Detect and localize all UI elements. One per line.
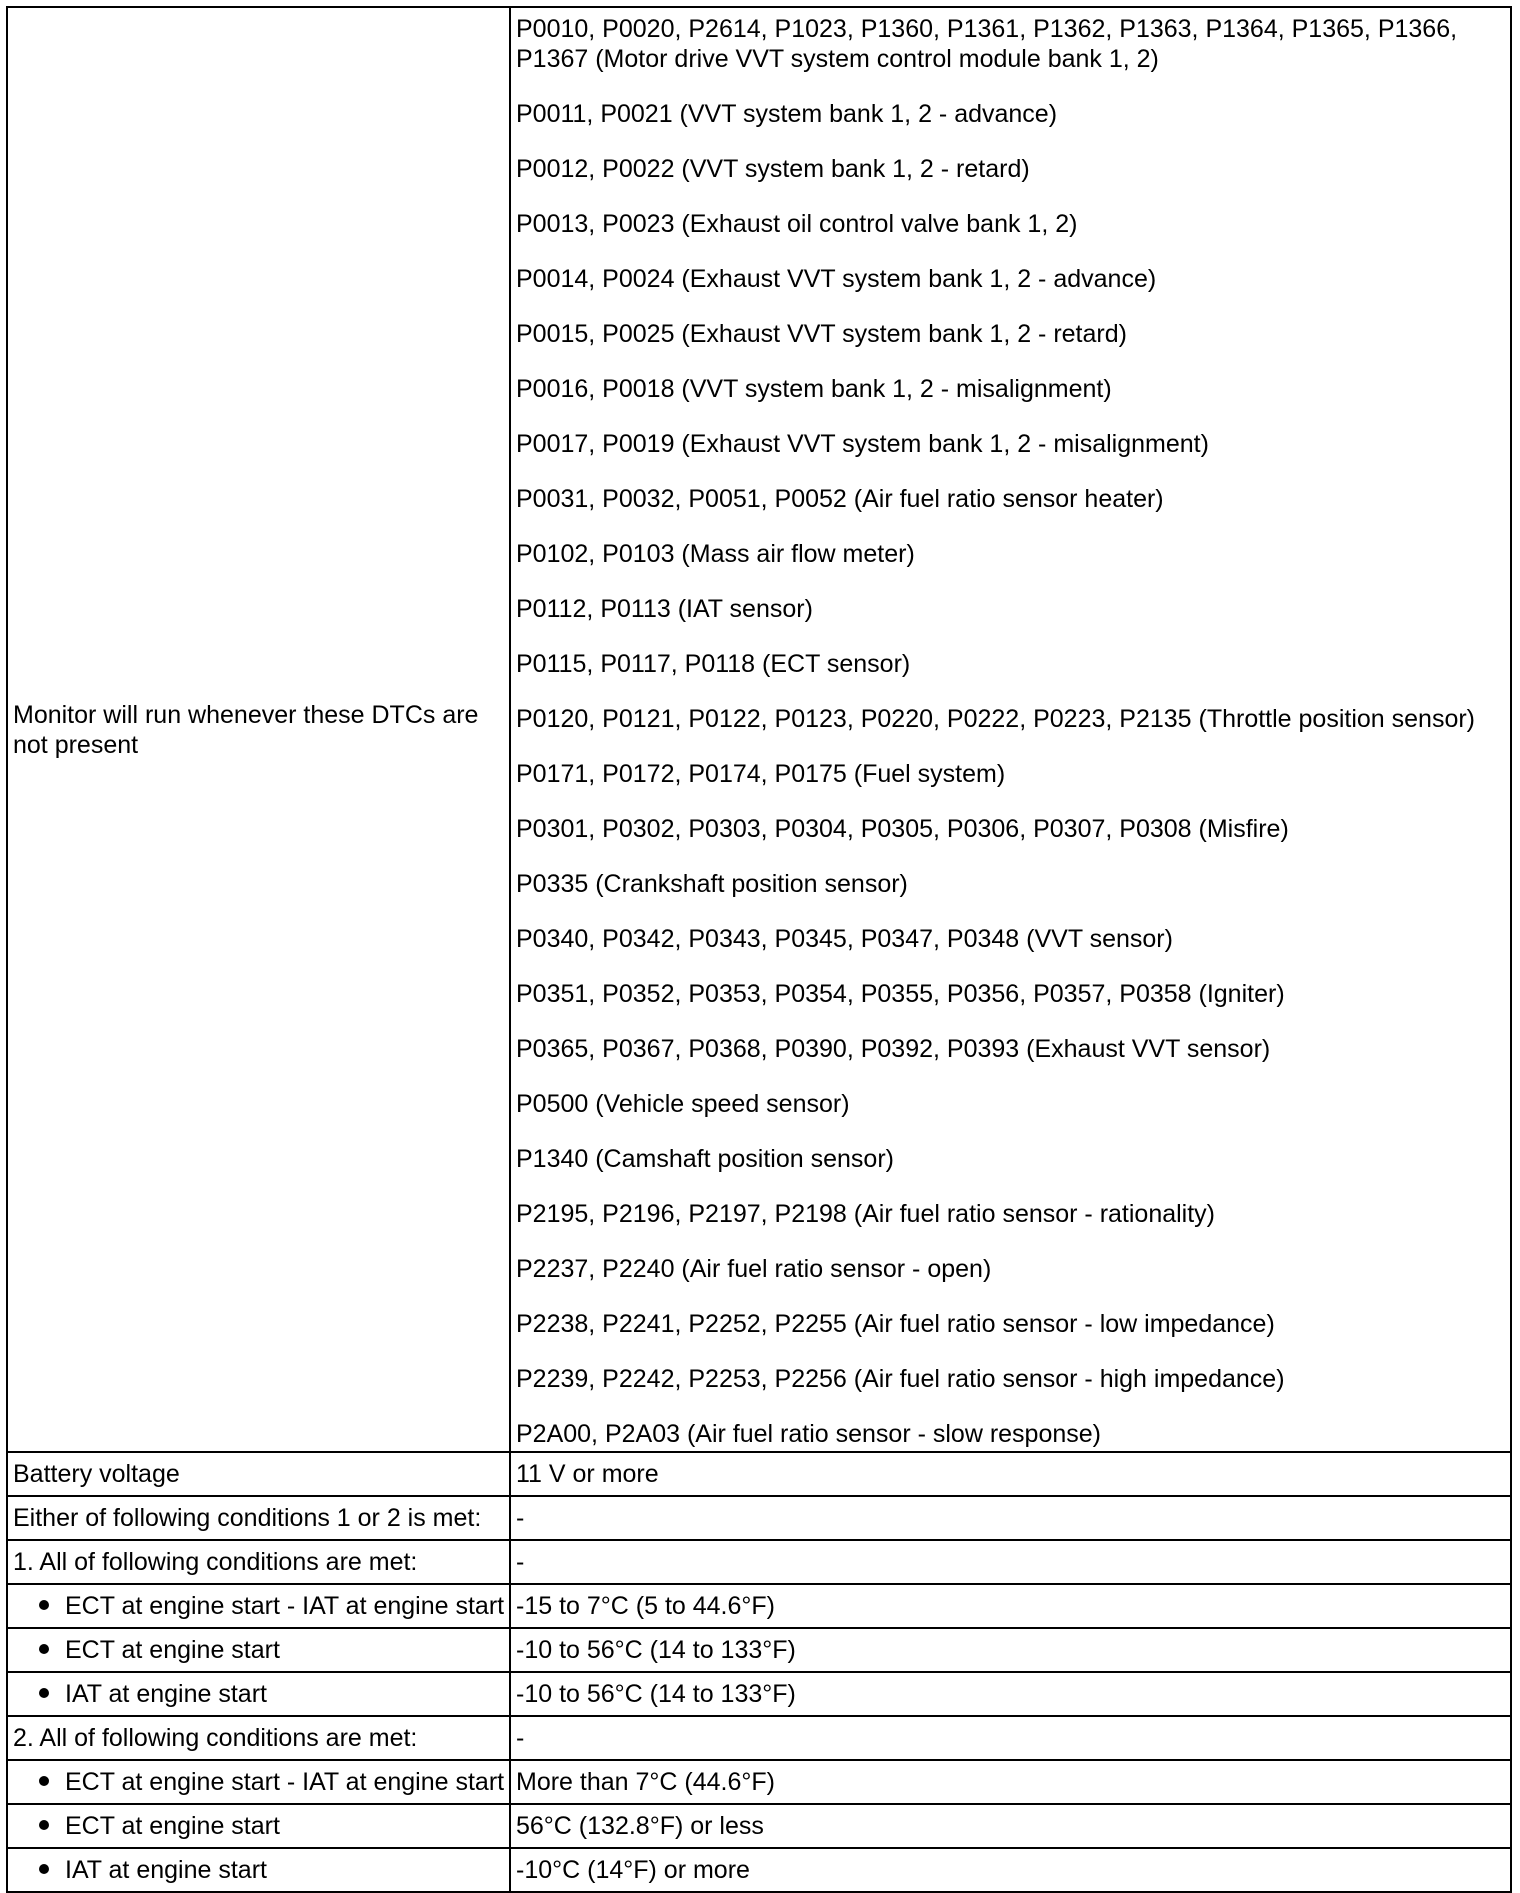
condition-indent <box>13 1591 504 1621</box>
dtc-text-line: P2238, P2241, P2252, P2255 (Air fuel ratio sensor - low impedance) <box>516 1310 1275 1338</box>
dtc-list-item <box>516 1419 1510 1449</box>
condition-label-cell <box>7 1496 510 1540</box>
dtc-list-item <box>516 759 1510 789</box>
condition-label-cell <box>7 1540 510 1584</box>
dtc-text-line: P0013, P0023 (Exhaust oil control valve bank 1, 2) <box>516 210 1078 238</box>
condition-value: - <box>516 1504 525 1532</box>
monitor-dtc-row <box>7 7 1511 1452</box>
dtc-text-line: P0115, P0117, P0118 (ECT sensor) <box>516 650 911 678</box>
dtc-list-item <box>516 1144 1510 1174</box>
condition-row <box>7 1452 1511 1496</box>
condition-value-cell <box>510 1584 1511 1628</box>
dtc-list-item <box>516 14 1510 74</box>
condition-row <box>7 1628 1511 1672</box>
dtc-text-line: P0112, P0113 (IAT sensor) <box>516 595 813 623</box>
bullet-icon <box>39 1644 49 1654</box>
condition-label: ECT at engine start <box>65 1636 280 1664</box>
bullet-icon <box>39 1688 49 1698</box>
condition-label: 1. All of following conditions are met: <box>13 1548 418 1576</box>
monitor-dtc-label-line1: Monitor will run whenever these DTCs are <box>13 700 479 729</box>
dtc-list-item <box>516 1199 1510 1229</box>
condition-value: 56°C (132.8°F) or less <box>516 1812 764 1840</box>
condition-label: 2. All of following conditions are met: <box>13 1724 418 1752</box>
dtc-text-line: P0031, P0032, P0051, P0052 (Air fuel ratio sensor heater) <box>516 485 1164 513</box>
condition-row <box>7 1716 1511 1760</box>
condition-value-cell <box>510 1760 1511 1804</box>
dtc-list-item <box>516 1254 1510 1284</box>
condition-label-cell <box>7 1672 510 1716</box>
condition-label-cell <box>7 1452 510 1496</box>
condition-value-cell <box>510 1672 1511 1716</box>
dtc-text-line: P0011, P0021 (VVT system bank 1, 2 - advance) <box>516 100 1058 128</box>
condition-value-cell <box>510 1452 1511 1496</box>
condition-label: ECT at engine start - IAT at engine start <box>65 1592 505 1620</box>
condition-row <box>7 1760 1511 1804</box>
dtc-text-line: P1367 (Motor drive VVT system control module bank 1, 2) <box>516 45 1159 73</box>
condition-row <box>7 1804 1511 1848</box>
dtc-text-line: P2239, P2242, P2253, P2256 (Air fuel ratio sensor - high impedance) <box>516 1365 1285 1393</box>
condition-value-cell <box>510 1540 1511 1584</box>
dtc-list-item <box>516 1364 1510 1394</box>
dtc-text-line: P0015, P0025 (Exhaust VVT system bank 1, 2 - retard) <box>516 320 1127 348</box>
condition-row <box>7 1584 1511 1628</box>
dtc-text-line: P2A00, P2A03 (Air fuel ratio sensor - slow response) <box>516 1420 1101 1448</box>
dtc-list-item <box>516 209 1510 239</box>
condition-value: - <box>516 1724 525 1752</box>
dtc-text-line: P0120, P0121, P0122, P0123, P0220, P0222, P0223, P2135 (Throttle position sensor) <box>516 705 1476 733</box>
dtc-list-item <box>516 99 1510 129</box>
condition-label: IAT at engine start <box>65 1680 267 1708</box>
monitor-dtc-label <box>13 700 503 760</box>
condition-value-cell <box>510 1716 1511 1760</box>
dtc-list-item <box>516 319 1510 349</box>
dtc-list-item <box>516 924 1510 954</box>
dtc-text-line: P2195, P2196, P2197, P2198 (Air fuel ratio sensor - rationality) <box>516 1200 1216 1228</box>
condition-label-cell <box>7 1716 510 1760</box>
condition-indent <box>13 1679 267 1709</box>
monitor-conditions-table <box>6 6 1512 1893</box>
condition-label: Battery voltage <box>13 1460 180 1488</box>
dtc-text-line: P0014, P0024 (Exhaust VVT system bank 1, 2 - advance) <box>516 265 1157 293</box>
condition-row <box>7 1496 1511 1540</box>
dtc-text-line: P0016, P0018 (VVT system bank 1, 2 - misalignment) <box>516 375 1112 403</box>
dtc-list-item <box>516 374 1510 404</box>
dtc-text-line: P0365, P0367, P0368, P0390, P0392, P0393 (Exhaust VVT sensor) <box>516 1035 1271 1063</box>
dtc-list-item <box>516 1089 1510 1119</box>
condition-value: -10 to 56°C (14 to 133°F) <box>516 1636 796 1664</box>
dtc-text-line: P0500 (Vehicle speed sensor) <box>516 1090 850 1118</box>
condition-label-cell <box>7 1628 510 1672</box>
bullet-icon <box>39 1776 49 1786</box>
condition-value-cell <box>510 1804 1511 1848</box>
condition-label-cell <box>7 1804 510 1848</box>
dtc-list-item <box>516 154 1510 184</box>
dtc-list-item <box>516 1034 1510 1064</box>
dtc-list-item <box>516 704 1510 734</box>
dtc-text-line: P0171, P0172, P0174, P0175 (Fuel system) <box>516 760 1006 788</box>
condition-row <box>7 1672 1511 1716</box>
dtc-list-item <box>516 539 1510 569</box>
dtc-list-item <box>516 1309 1510 1339</box>
dtc-text-line: P2237, P2240 (Air fuel ratio sensor - open) <box>516 1255 992 1283</box>
condition-label: ECT at engine start <box>65 1812 280 1840</box>
condition-indent <box>13 1811 280 1841</box>
dtc-text-line: P0102, P0103 (Mass air flow meter) <box>516 540 915 568</box>
bullet-icon <box>39 1820 49 1830</box>
monitor-dtc-label-cell <box>7 7 510 1452</box>
dtc-text-line: P1340 (Camshaft position sensor) <box>516 1145 894 1173</box>
dtc-list-item <box>516 649 1510 679</box>
dtc-list-item <box>516 869 1510 899</box>
dtc-text-line: P0351, P0352, P0353, P0354, P0355, P0356, P0357, P0358 (Igniter) <box>516 980 1285 1008</box>
condition-row <box>7 1540 1511 1584</box>
monitor-dtc-label-line2: not present <box>13 730 139 759</box>
dtc-text-line: P0017, P0019 (Exhaust VVT system bank 1, 2 - misalignment) <box>516 430 1209 458</box>
condition-label-cell <box>7 1760 510 1804</box>
condition-label-cell <box>7 1848 510 1892</box>
condition-label-cell <box>7 1584 510 1628</box>
dtc-text-line: P0301, P0302, P0303, P0304, P0305, P0306, P0307, P0308 (Misfire) <box>516 815 1289 843</box>
dtc-list-item <box>516 814 1510 844</box>
dtc-text-line: P0340, P0342, P0343, P0345, P0347, P0348 (VVT sensor) <box>516 925 1173 953</box>
dtc-text-line: P0012, P0022 (VVT system bank 1, 2 - retard) <box>516 155 1030 183</box>
condition-indent <box>13 1767 504 1797</box>
dtc-list-item <box>516 264 1510 294</box>
dtc-text-line: P0010, P0020, P2614, P1023, P1360, P1361, P1362, P1363, P1364, P1365, P1366, <box>516 15 1458 43</box>
condition-label: ECT at engine start - IAT at engine start <box>65 1768 505 1796</box>
condition-indent <box>13 1855 267 1885</box>
condition-value: - <box>516 1548 525 1576</box>
condition-label: IAT at engine start <box>65 1856 267 1884</box>
bullet-icon <box>39 1600 49 1610</box>
dtc-list-cell <box>510 7 1511 1452</box>
condition-value: -15 to 7°C (5 to 44.6°F) <box>516 1592 775 1620</box>
dtc-list <box>516 14 1510 1449</box>
condition-label: Either of following conditions 1 or 2 is met: <box>13 1504 482 1532</box>
dtc-list-item <box>516 429 1510 459</box>
condition-value-cell <box>510 1628 1511 1672</box>
condition-value: More than 7°C (44.6°F) <box>516 1768 775 1796</box>
bullet-icon <box>39 1864 49 1874</box>
condition-value: 11 V or more <box>516 1460 659 1488</box>
condition-indent <box>13 1635 280 1665</box>
dtc-list-item <box>516 484 1510 514</box>
condition-value: -10°C (14°F) or more <box>516 1856 750 1884</box>
condition-value-cell <box>510 1496 1511 1540</box>
dtc-text-line: P0335 (Crankshaft position sensor) <box>516 870 908 898</box>
dtc-list-item <box>516 594 1510 624</box>
condition-value-cell <box>510 1848 1511 1892</box>
condition-value: -10 to 56°C (14 to 133°F) <box>516 1680 796 1708</box>
dtc-list-item <box>516 979 1510 1009</box>
condition-row <box>7 1848 1511 1892</box>
